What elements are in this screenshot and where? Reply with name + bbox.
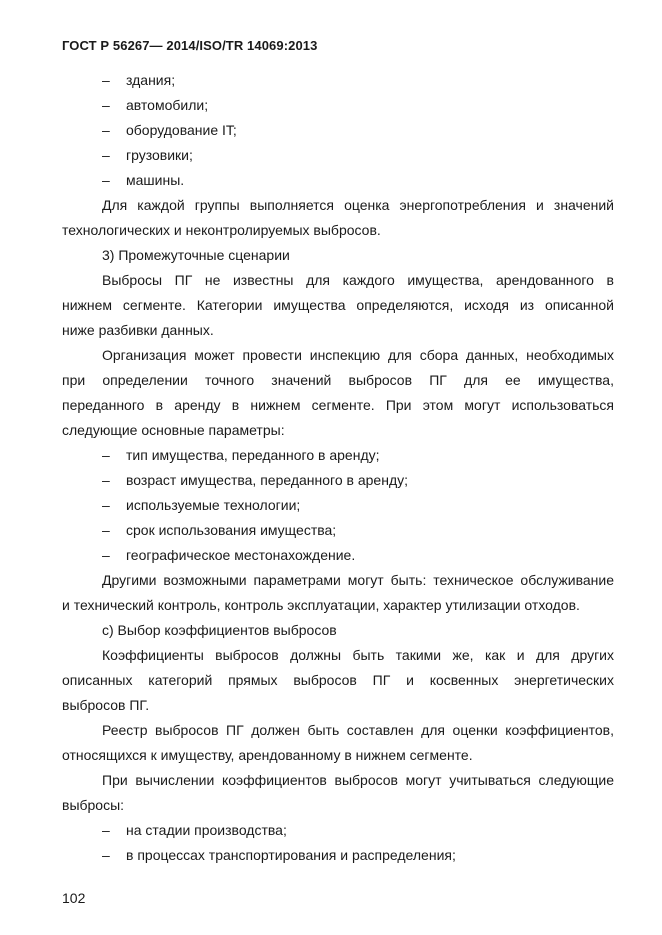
list-dash: – <box>102 122 110 138</box>
list-dash: – <box>102 497 110 513</box>
text-line: Для каждой группы выполняется оценка энергопотребления и значений <box>102 197 614 213</box>
list-item <box>62 544 614 569</box>
list-item <box>62 844 614 869</box>
text-line: Реестр выбросов ПГ должен быть составлен для оценки коэффициентов, <box>102 722 614 738</box>
text-line: следующие основные параметры: <box>62 422 285 438</box>
page-body <box>62 69 614 869</box>
list-item-text: возраст имущества, переданного в аренду; <box>126 472 408 488</box>
list-item-text: автомобили; <box>126 97 209 113</box>
text-line: Организация может провести инспекцию для сбора данных, необходимых <box>102 347 614 363</box>
text-line: и технический контроль, контроль эксплуатации, характер утилизации отходов. <box>62 597 580 613</box>
list-item <box>62 819 614 844</box>
text-line: ниже разбивки данных. <box>62 322 214 338</box>
list-item-text: тип имущества, переданного в аренду; <box>126 447 380 463</box>
document-header: ГОСТ Р 56267— 2014/ISO/TR 14069:2013 <box>62 38 318 53</box>
list-item <box>62 169 614 194</box>
list-dash: – <box>102 447 110 463</box>
text-line: технологических и неконтролируемых выбросов. <box>62 222 381 238</box>
list-dash: – <box>102 547 110 563</box>
list-item-text: используемые технологии; <box>126 497 301 513</box>
list-item <box>62 519 614 544</box>
text-line: выбросы: <box>62 797 125 813</box>
list-item-text: в процессах транспортирования и распределения; <box>126 847 456 863</box>
text-line: 3) Промежуточные сценарии <box>102 247 290 263</box>
list-item <box>62 144 614 169</box>
text-line: Выбросы ПГ не известны для каждого имущества, арендованного в <box>102 272 614 288</box>
text-line: Другими возможными параметрами могут быть: техническое обслуживание <box>102 572 614 588</box>
text-line: относящихся к имуществу, арендованному в нижнем сегменте. <box>62 747 473 763</box>
list-dash: – <box>102 147 110 163</box>
text-line: c) Выбор коэффициентов выбросов <box>102 622 337 638</box>
text-line: описанных категорий прямых выбросов ПГ и косвенных энергетических <box>62 672 614 688</box>
text-line: при определении точного значений выбросов ПГ для ее имущества, <box>62 372 614 388</box>
text-line: Коэффициенты выбросов должны быть такими же, как и для других <box>102 647 614 663</box>
list-item-text: срок использования имущества; <box>126 522 337 538</box>
list-item <box>62 69 614 94</box>
list-dash: – <box>102 822 110 838</box>
text-line: переданного в аренду в нижнем сегменте. При этом могут использоваться <box>62 397 614 413</box>
list-dash: – <box>102 97 110 113</box>
list-dash: – <box>102 847 110 863</box>
list-item <box>62 494 614 519</box>
list-item-text: оборудование IT; <box>126 122 237 138</box>
list-item-text: на стадии производства; <box>126 822 287 838</box>
page-number: 102 <box>62 890 86 906</box>
text-line: При вычислении коэффициентов выбросов могут учитываться следующие <box>102 772 614 788</box>
list-item-text: машины. <box>126 172 185 188</box>
list-item-text: грузовики; <box>126 147 193 163</box>
list-item <box>62 469 614 494</box>
list-item-text: здания; <box>126 72 176 88</box>
list-dash: – <box>102 72 110 88</box>
list-dash: – <box>102 522 110 538</box>
list-item <box>62 94 614 119</box>
list-dash: – <box>102 172 110 188</box>
list-item <box>62 119 614 144</box>
list-dash: – <box>102 472 110 488</box>
text-line: нижнем сегменте. Категории имущества определяются, исходя из описанной <box>62 297 614 313</box>
text-line: выбросов ПГ. <box>62 697 150 713</box>
list-item-text: географическое местонахождение. <box>126 547 356 563</box>
list-item <box>62 444 614 469</box>
